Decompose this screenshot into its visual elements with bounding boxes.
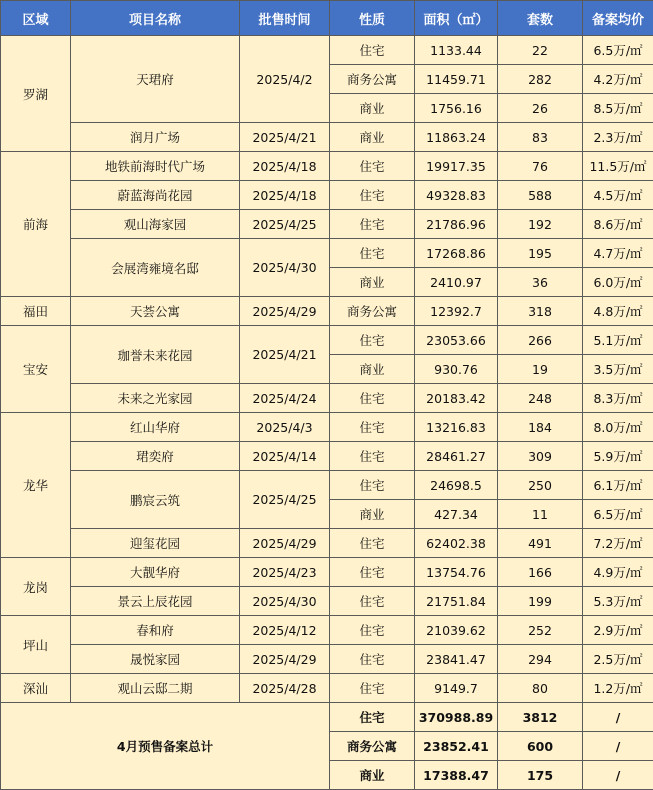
district-cell: 宝安: [1, 326, 71, 413]
date-cell: 2025/4/23: [240, 558, 330, 587]
project-cell: 观山云邸二期: [71, 674, 240, 703]
units-cell: 199: [498, 587, 583, 616]
table-row: [1, 442, 653, 471]
area-cell: 21751.84: [415, 587, 498, 616]
type-cell: 商业: [330, 123, 415, 152]
units-cell: 588: [498, 181, 583, 210]
header-row: [1, 1, 653, 36]
price-cell: 5.9万/㎡: [583, 442, 653, 471]
total-units-cell: 600: [498, 732, 583, 761]
units-cell: 248: [498, 384, 583, 413]
table-row: [1, 210, 653, 239]
date-cell: 2025/4/2: [240, 36, 330, 123]
units-cell: 266: [498, 326, 583, 355]
units-cell: 76: [498, 152, 583, 181]
units-cell: 36: [498, 268, 583, 297]
table-row: [1, 674, 653, 703]
header-date: 批售时间: [240, 1, 330, 36]
project-cell: 红山华府: [71, 413, 240, 442]
district-cell: 罗湖: [1, 36, 71, 152]
type-cell: 住宅: [330, 529, 415, 558]
total-type-cell: 住宅: [330, 703, 415, 732]
type-cell: 住宅: [330, 616, 415, 645]
units-cell: 252: [498, 616, 583, 645]
price-cell: 2.3万/㎡: [583, 123, 653, 152]
date-cell: 2025/4/28: [240, 674, 330, 703]
table-row: [1, 152, 653, 181]
total-price-cell: /: [583, 703, 653, 732]
project-cell: 珺奕府: [71, 442, 240, 471]
price-cell: 2.9万/㎡: [583, 616, 653, 645]
area-cell: 20183.42: [415, 384, 498, 413]
area-cell: 2410.97: [415, 268, 498, 297]
type-cell: 住宅: [330, 152, 415, 181]
district-cell: 福田: [1, 297, 71, 326]
price-cell: 8.5万/㎡: [583, 94, 653, 123]
table-row: [1, 123, 653, 152]
project-cell: 景云上辰花园: [71, 587, 240, 616]
date-cell: 2025/4/29: [240, 529, 330, 558]
units-cell: 309: [498, 442, 583, 471]
table-row: [1, 587, 653, 616]
table-row: [1, 616, 653, 645]
type-cell: 住宅: [330, 36, 415, 65]
price-cell: 5.1万/㎡: [583, 326, 653, 355]
area-cell: 13754.76: [415, 558, 498, 587]
price-cell: 5.3万/㎡: [583, 587, 653, 616]
units-cell: 11: [498, 500, 583, 529]
type-cell: 住宅: [330, 674, 415, 703]
type-cell: 住宅: [330, 181, 415, 210]
price-cell: 8.6万/㎡: [583, 210, 653, 239]
district-cell: 龙岗: [1, 558, 71, 616]
table-row: [1, 297, 653, 326]
area-cell: 19917.35: [415, 152, 498, 181]
date-cell: 2025/4/30: [240, 239, 330, 297]
table-row: [1, 558, 653, 587]
header-type: 性质: [330, 1, 415, 36]
area-cell: 28461.27: [415, 442, 498, 471]
price-cell: 6.0万/㎡: [583, 268, 653, 297]
type-cell: 住宅: [330, 326, 415, 355]
date-cell: 2025/4/21: [240, 326, 330, 384]
area-cell: 49328.83: [415, 181, 498, 210]
type-cell: 住宅: [330, 442, 415, 471]
units-cell: 192: [498, 210, 583, 239]
table-row: [1, 36, 653, 65]
price-cell: 3.5万/㎡: [583, 355, 653, 384]
total-price-cell: /: [583, 732, 653, 761]
district-cell: 坪山: [1, 616, 71, 674]
total-area-cell: 370988.89: [415, 703, 498, 732]
price-cell: 11.5万/㎡: [583, 152, 653, 181]
date-cell: 2025/4/24: [240, 384, 330, 413]
date-cell: 2025/4/29: [240, 645, 330, 674]
units-cell: 80: [498, 674, 583, 703]
table-row: [1, 326, 653, 355]
date-cell: 2025/4/12: [240, 616, 330, 645]
price-cell: 8.0万/㎡: [583, 413, 653, 442]
project-cell: 观山海家园: [71, 210, 240, 239]
units-cell: 282: [498, 65, 583, 94]
type-cell: 住宅: [330, 210, 415, 239]
area-cell: 21786.96: [415, 210, 498, 239]
type-cell: 住宅: [330, 239, 415, 268]
date-cell: 2025/4/14: [240, 442, 330, 471]
type-cell: 住宅: [330, 645, 415, 674]
table-row: [1, 529, 653, 558]
total-area-cell: 23852.41: [415, 732, 498, 761]
area-cell: 11459.71: [415, 65, 498, 94]
date-cell: 2025/4/30: [240, 587, 330, 616]
price-cell: 7.2万/㎡: [583, 529, 653, 558]
project-cell: 蔚蓝海尚花园: [71, 181, 240, 210]
project-cell: 地铁前海时代广场: [71, 152, 240, 181]
area-cell: 930.76: [415, 355, 498, 384]
project-cell: 天荟公寓: [71, 297, 240, 326]
project-cell: 大靓华府: [71, 558, 240, 587]
price-cell: 8.3万/㎡: [583, 384, 653, 413]
type-cell: 商业: [330, 500, 415, 529]
price-cell: 2.5万/㎡: [583, 645, 653, 674]
table-row: [1, 181, 653, 210]
total-units-cell: 175: [498, 761, 583, 790]
area-cell: 17268.86: [415, 239, 498, 268]
units-cell: 166: [498, 558, 583, 587]
type-cell: 商业: [330, 94, 415, 123]
district-cell: 深汕: [1, 674, 71, 703]
total-price-cell: /: [583, 761, 653, 790]
total-label: 4月预售备案总计: [1, 703, 330, 790]
units-cell: 318: [498, 297, 583, 326]
type-cell: 商务公寓: [330, 65, 415, 94]
units-cell: 294: [498, 645, 583, 674]
table-row: [1, 645, 653, 674]
area-cell: 9149.7: [415, 674, 498, 703]
district-cell: 龙华: [1, 413, 71, 558]
units-cell: 26: [498, 94, 583, 123]
district-cell: 前海: [1, 152, 71, 297]
area-cell: 13216.83: [415, 413, 498, 442]
date-cell: 2025/4/18: [240, 152, 330, 181]
date-cell: 2025/4/25: [240, 210, 330, 239]
area-cell: 21039.62: [415, 616, 498, 645]
date-cell: 2025/4/3: [240, 413, 330, 442]
table-row: [1, 471, 653, 500]
project-cell: 迎玺花园: [71, 529, 240, 558]
units-cell: 195: [498, 239, 583, 268]
price-cell: 6.1万/㎡: [583, 471, 653, 500]
units-cell: 184: [498, 413, 583, 442]
table-row: [1, 384, 653, 413]
project-cell: 天珺府: [71, 36, 240, 123]
project-cell: 晟悦家园: [71, 645, 240, 674]
header-district: 区域: [1, 1, 71, 36]
project-cell: 鹏宸云筑: [71, 471, 240, 529]
units-cell: 250: [498, 471, 583, 500]
price-cell: 1.2万/㎡: [583, 674, 653, 703]
total-row: [1, 703, 653, 732]
area-cell: 23053.66: [415, 326, 498, 355]
price-cell: 4.2万/㎡: [583, 65, 653, 94]
price-cell: 6.5万/㎡: [583, 500, 653, 529]
price-cell: 4.7万/㎡: [583, 239, 653, 268]
header-price: 备案均价: [583, 1, 653, 36]
type-cell: 商业: [330, 268, 415, 297]
area-cell: 11863.24: [415, 123, 498, 152]
price-cell: 4.9万/㎡: [583, 558, 653, 587]
area-cell: 24698.5: [415, 471, 498, 500]
price-cell: 6.5万/㎡: [583, 36, 653, 65]
date-cell: 2025/4/29: [240, 297, 330, 326]
type-cell: 商业: [330, 355, 415, 384]
type-cell: 住宅: [330, 558, 415, 587]
area-cell: 1133.44: [415, 36, 498, 65]
type-cell: 住宅: [330, 413, 415, 442]
project-cell: 润月广场: [71, 123, 240, 152]
type-cell: 商务公寓: [330, 297, 415, 326]
header-area: 面积（㎡）: [415, 1, 498, 36]
price-cell: 4.5万/㎡: [583, 181, 653, 210]
units-cell: 491: [498, 529, 583, 558]
type-cell: 住宅: [330, 384, 415, 413]
date-cell: 2025/4/21: [240, 123, 330, 152]
header-project: 项目名称: [71, 1, 240, 36]
date-cell: 2025/4/25: [240, 471, 330, 529]
type-cell: 住宅: [330, 587, 415, 616]
total-units-cell: 3812: [498, 703, 583, 732]
table-row: [1, 413, 653, 442]
area-cell: 23841.47: [415, 645, 498, 674]
header-units: 套数: [498, 1, 583, 36]
area-cell: 1756.16: [415, 94, 498, 123]
total-area-cell: 17388.47: [415, 761, 498, 790]
total-type-cell: 商业: [330, 761, 415, 790]
area-cell: 12392.7: [415, 297, 498, 326]
area-cell: 427.34: [415, 500, 498, 529]
units-cell: 22: [498, 36, 583, 65]
total-type-cell: 商务公寓: [330, 732, 415, 761]
units-cell: 19: [498, 355, 583, 384]
table-row: [1, 239, 653, 268]
date-cell: 2025/4/18: [240, 181, 330, 210]
units-cell: 83: [498, 123, 583, 152]
project-cell: 会展湾雍境名邸: [71, 239, 240, 297]
area-cell: 62402.38: [415, 529, 498, 558]
project-cell: 未来之光家园: [71, 384, 240, 413]
price-cell: 4.8万/㎡: [583, 297, 653, 326]
project-cell: 珈誉未来花园: [71, 326, 240, 384]
type-cell: 住宅: [330, 471, 415, 500]
project-cell: 春和府: [71, 616, 240, 645]
